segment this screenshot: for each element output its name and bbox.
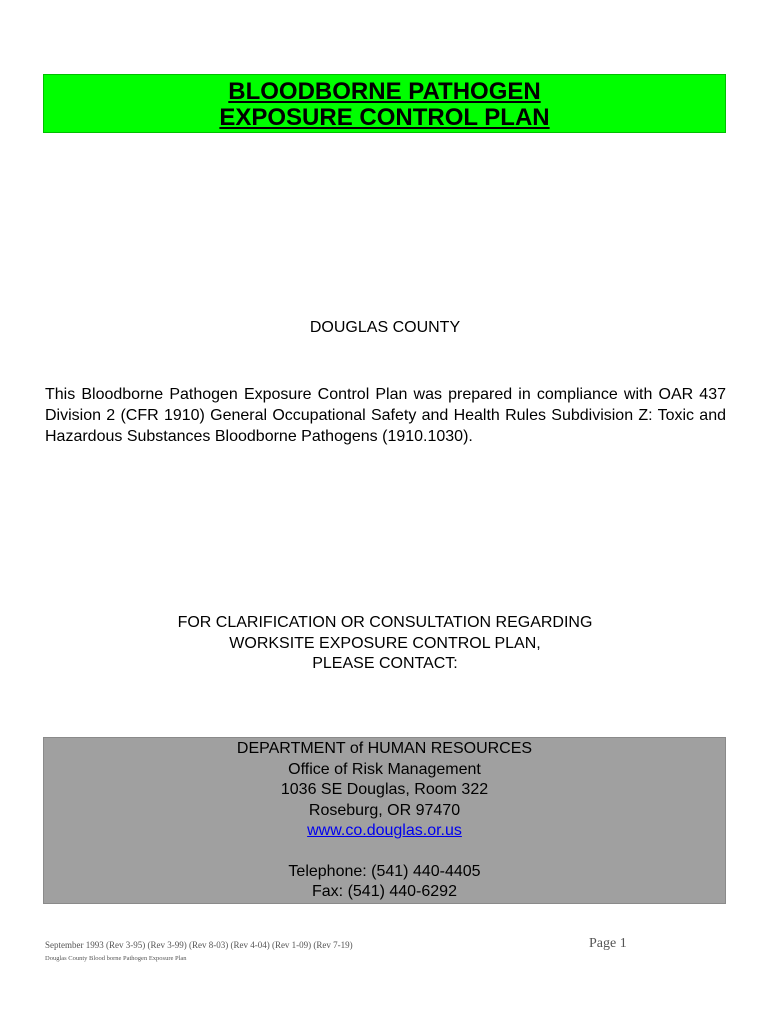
- contact-telephone: Telephone: (541) 440-4405: [288, 862, 481, 880]
- title-banner: [43, 74, 726, 133]
- contact-website-link[interactable]: www.co.douglas.or.us: [307, 822, 462, 839]
- clarification-line-3: PLEASE CONTACT:: [312, 655, 458, 672]
- contact-spacer: [44, 842, 725, 862]
- title-line-1: BLOODBORNE PATHOGEN: [228, 78, 541, 105]
- clarification-line-2: WORKSITE EXPOSURE CONTROL PLAN,: [229, 634, 541, 652]
- footer-revisions: September 1993 (Rev 3-95) (Rev 3-99) (Rev 8-03) (Rev 4-04) (Rev 1-09) (Rev 7-19): [45, 940, 353, 950]
- contact-box: [43, 737, 726, 904]
- contact-department: DEPARTMENT of HUMAN RESOURCES: [236, 740, 533, 757]
- contact-city: Roseburg, OR 97470: [308, 801, 461, 819]
- title-line-2: EXPOSURE CONTROL PLAN: [219, 104, 550, 131]
- contact-website-row: [44, 821, 725, 842]
- clarification-line-1: FOR CLARIFICATION OR CONSULTATION REGARDING: [177, 614, 593, 631]
- contact-fax: Fax: (541) 440-6292: [312, 883, 457, 900]
- county-name: DOUGLAS COUNTY: [309, 319, 461, 336]
- intro-paragraph: This Bloodborne Pathogen Exposure Control Plan was prepared in compliance with OAR 437 Division 2 (CFR 1910) General Occupational Safety and Health Rules Subdivision Z: Toxic and Hazardous Substances Bloodborne Pathogens (1910.1030).: [45, 386, 726, 445]
- footer-document-name: Douglas County Blood borne Pathogen Exposure Plan: [45, 955, 187, 962]
- clarification-block: [0, 613, 770, 675]
- footer-page-number: Page 1: [589, 936, 627, 951]
- contact-address: 1036 SE Douglas, Room 322: [280, 781, 489, 798]
- contact-office: Office of Risk Management: [288, 760, 481, 778]
